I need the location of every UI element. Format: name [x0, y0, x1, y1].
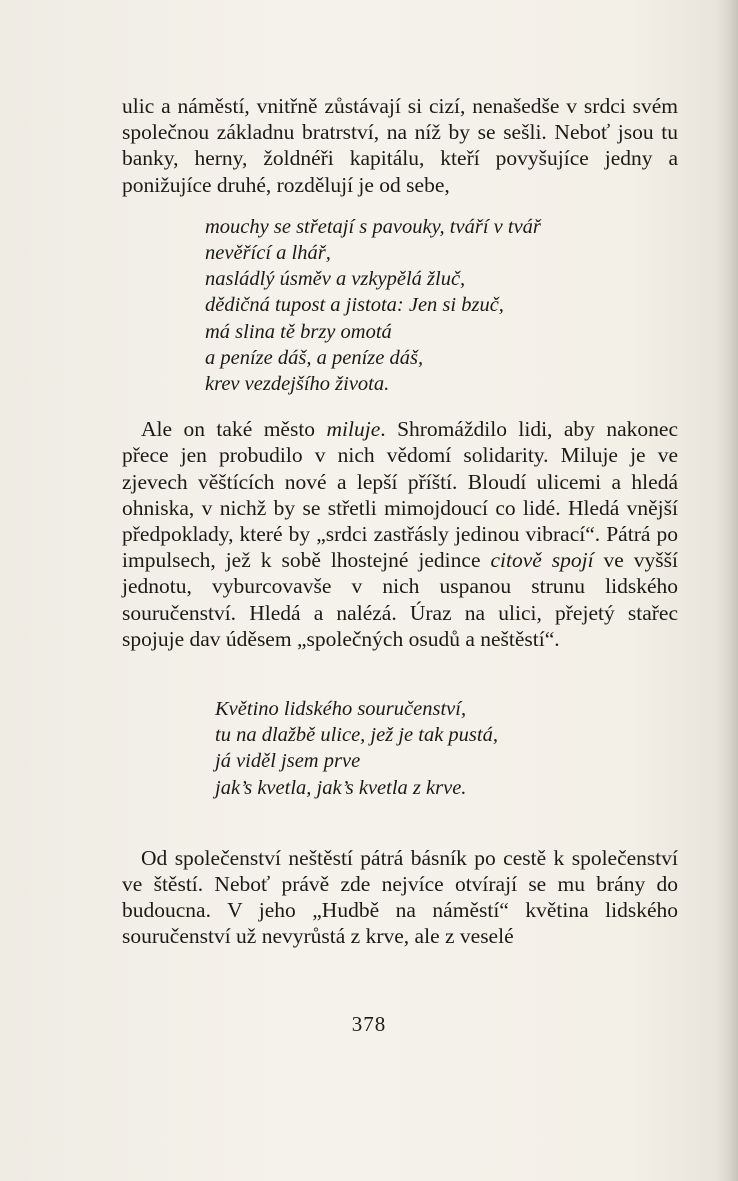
verse-line: nasládlý úsměv a vzkypělá žluč,	[205, 268, 466, 291]
paragraph-1: ulic a náměstí, vnitřně zůstávají si cizí, nenašedše v srdci svém společnou základnu bratrství, na níž by se sešli. Neboť jsou tu banky, herny, žoldnéři kapitálu, kteří povyšujíce jedny a ponižujíce druhé, rozdělují je od sebe,	[122, 94, 678, 197]
verse-line: a peníze dáš, a peníze dáš,	[205, 346, 424, 369]
text-block	[122, 93, 678, 950]
verse-line: Květino lidského souručenství,	[215, 698, 467, 721]
paragraph-2-emphasis: miluje	[326, 417, 381, 442]
verse-line: já viděl jsem prve	[215, 750, 361, 773]
verse-line: krev vezdejšího života.	[205, 373, 390, 396]
verse-line: má slina tě brzy omotá	[205, 320, 392, 343]
paragraph-2-text-c: ve vyšší jednotu, vyburcovavše v nich uspanou strunu lidského souručenství. Hledá a nalézá. Úraz na ulici, přejetý stařec spojuje dav úděsem „společných osudů a neštěstí“.	[122, 548, 679, 651]
paragraph-2-text-b: . Shromáždilo lidi, aby nakonec přece jen probudilo v nich vědomí solidarity. Miluje je ve zjevech věštících nové a lepší příští. Bloudí ulicemi a hledá ohniska, v nichž by se střetli mimojdoucí co lidé. Hledá vnější předpoklady, které by „srdci zastřásly jedinou vibrací“. Pátrá po impulsech, jež k sobě lhostejné jedince	[122, 417, 678, 573]
paragraph-2-emphasis-2: citově spojí	[490, 548, 594, 573]
verse-line: nevěřící a lhář,	[205, 242, 331, 265]
paragraph-2-text-a: Ale on také město	[141, 417, 327, 442]
page-edge-shadow	[716, 0, 738, 1181]
paragraph-2	[122, 416, 678, 652]
verse-line: mouchy se střetají s pavouky, tváří v tvář	[205, 215, 541, 238]
verse-block-2	[215, 696, 678, 801]
paragraph-3: Od společenství neštěstí pátrá básník po cestě k společenství ve štěstí. Neboť právě zde nejvíce otvírají se mu brány do budoucna. V jeho „Hudbě na náměstí“ květina lidského souručenství už nevyrůstá z krve, ale z veselé	[122, 845, 678, 949]
verse-line: jak’s kvetla, jak’s kvetla z krve.	[215, 776, 467, 799]
verse-block-1	[205, 214, 678, 397]
verse-line: tu na dlažbě ulice, jež je tak pustá,	[215, 724, 498, 747]
page-number: 378	[351, 1012, 387, 1036]
verse-line: dědičná tupost a jistota: Jen si bzuč,	[205, 294, 504, 317]
